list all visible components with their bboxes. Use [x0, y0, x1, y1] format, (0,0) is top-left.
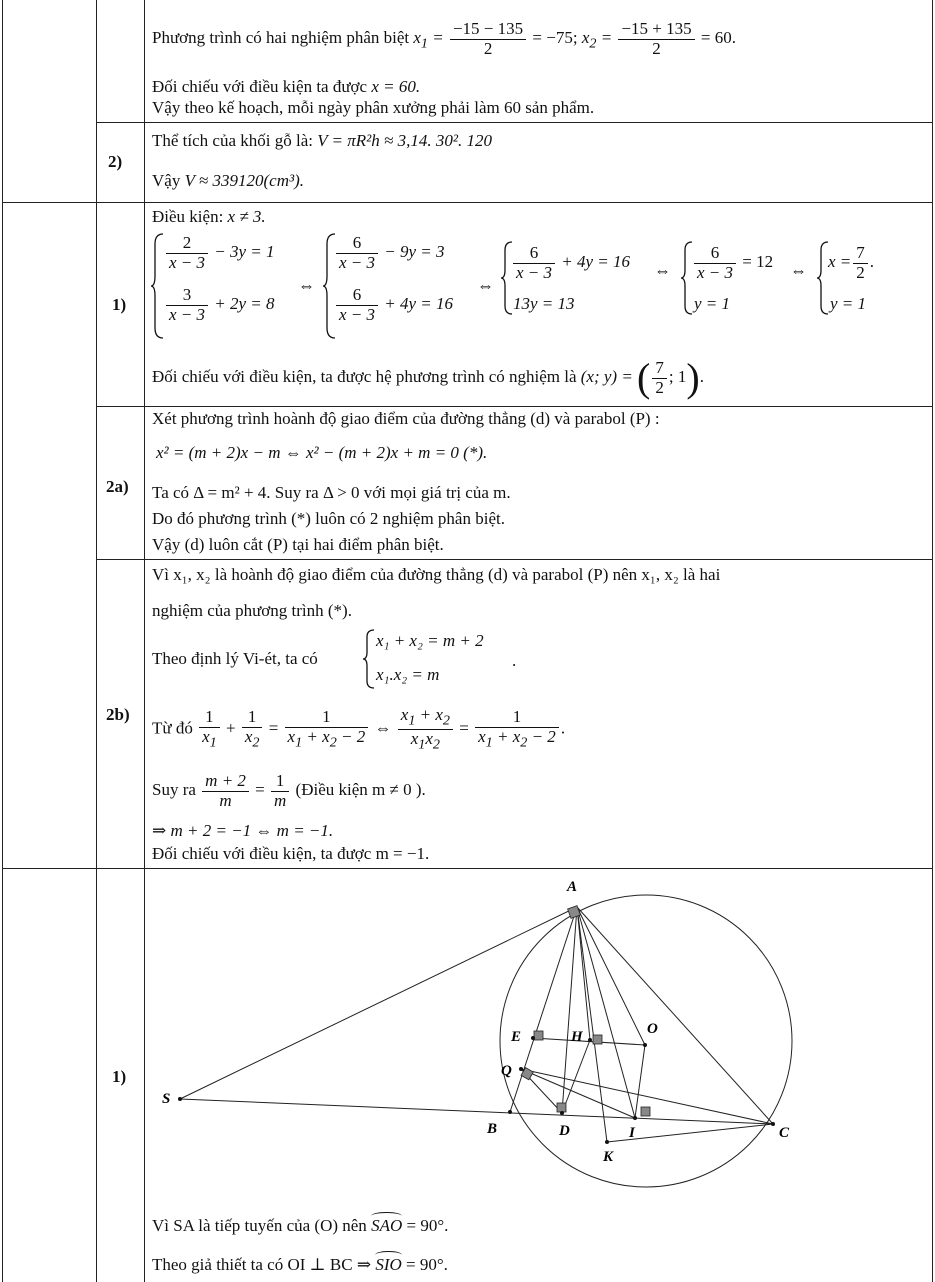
sys2-eq2: $\frac{6}{x - 3}$ + 4y = 16 [334, 286, 453, 324]
row-line-4 [96, 559, 933, 560]
point-label-b: B [487, 1121, 498, 1137]
point-label-q: Q [501, 1063, 512, 1079]
row-line-2 [2, 202, 933, 203]
r4-line2: x² = (m + 2)x − m ⇔ x² − (m + 2)x + m = 0 (*). [156, 443, 488, 462]
sys5-eq2: y = 1 [830, 294, 867, 313]
sys1-eq2: $\frac{3}{x - 3}$ + 2y = 8 [164, 286, 275, 324]
r1-line3: Vậy theo kế hoạch, mỗi ngày phân xưởng phải làm 60 sản phẩm. [152, 98, 595, 117]
point-label-a: A [567, 879, 578, 895]
r3-conclusion: Đối chiếu với điều kiện, ta được hệ phương trình có nghiệm là (x; y) = ( $\frac{7}{2}$ ; 1). [152, 355, 704, 400]
circle-o [500, 895, 792, 1187]
r4-label: 2a) [106, 477, 129, 496]
table-border-right [932, 0, 933, 1282]
r2-line1: Thể tích của khối gỗ là: V = πR²h ≈ 3,14. 30². 120 [152, 131, 492, 150]
right-angle-i [641, 1107, 650, 1116]
r3-condition: Điều kiện: x ≠ 3. [152, 207, 266, 226]
r5-label: 2b) [106, 705, 130, 724]
sys4-eq1: $\frac{6}{x - 3}$ = 12 [692, 244, 773, 282]
vieta-sum: x₁ + x₂ = m + 2 [376, 631, 484, 650]
r4-line1: Xét phương trình hoành độ giao điểm của đường thẳng (d) và parabol (P) : [152, 409, 660, 428]
r5-line1: Vì x₁, x₂ là hoành độ giao điểm của đường thẳng (d) và parabol (P) nên x₁, x₂ là hai [152, 565, 721, 584]
vieta-brace [362, 628, 376, 690]
r4-line3: Ta có Δ = m² + 4. Suy ra Δ > 0 với mọi giá trị của m. [152, 483, 511, 502]
r2-label: 2) [108, 152, 123, 171]
r5-line3: Theo định lý Vi-ét, ta có [152, 649, 318, 668]
point-label-e: E [511, 1029, 522, 1045]
r2-line2: Vậy V ≈ 339120(cm³). [152, 171, 304, 190]
sys1-eq1: $\frac{2}{x - 3}$ − 3y = 1 [164, 234, 275, 272]
equiv-arrow-4: ⇔ [790, 261, 807, 280]
equiv-arrow-2: ⇔ [477, 276, 494, 295]
table-border-left [2, 0, 3, 1282]
r5-line6: ⇒ m + 2 = −1 ⇔ m = −1. [152, 821, 334, 840]
r6-label: 1) [112, 1067, 127, 1086]
r5-line2: nghiệm của phương trình (*). [152, 601, 352, 620]
r5-line4: Từ đó $\frac{1}{x_1}$ + $\frac{1}{x_2}$ = $\frac{1}{x_1 + x_2 - 2}$ ⇔ $\frac{x_1 + x_2}{x_1x_2}$ = $\frac{1}{x_1 + x_2 - 2}$ . [152, 705, 566, 753]
r6-line1: Vì SA là tiếp tuyến của (O) nên SAO = 90°. [152, 1216, 449, 1235]
sys5-eq1: x = $\frac{7}{2}$ . [828, 243, 875, 282]
point-label-c: C [779, 1125, 790, 1141]
x1-fraction: $\frac{-15 - 135}{2}$ [450, 20, 526, 58]
equiv-arrow-3: ⇔ [654, 261, 671, 280]
r1-line1: Phương trình có hai nghiệm phân biệt $x_1$ = $\frac{-15 - 135}{2}$ = −75; $x_2$ = $\frac{-15 + 135}{2}$ = 60. [152, 19, 736, 58]
sys3-eq1: $\frac{6}{x - 3}$ + 4y = 16 [511, 244, 630, 282]
row-line-1 [96, 122, 933, 123]
sys4-eq2: y = 1 [694, 294, 731, 313]
r3-label: 1) [112, 295, 127, 314]
equiv-arrow-1: ⇔ [298, 276, 315, 295]
point-label-h: H [571, 1029, 583, 1045]
geometry-figure [145, 869, 932, 1209]
point-label-o: O [647, 1021, 658, 1037]
r5-line7: Đối chiếu với điều kiện, ta được m = −1. [152, 844, 430, 863]
x2-fraction: $\frac{-15 + 135}{2}$ [618, 20, 694, 58]
right-angle-h [593, 1035, 602, 1044]
r1-line2: Đối chiếu với điều kiện ta được x = 60. [152, 77, 421, 96]
point-label-i: I [629, 1125, 635, 1141]
sys2-eq1: $\frac{6}{x - 3}$ − 9y = 3 [334, 234, 445, 272]
r6-line2: Theo giả thiết ta có OI ⊥ BC ⇒ SIO = 90°. [152, 1255, 448, 1274]
sys3-eq2: 13y = 13 [513, 294, 575, 313]
vieta-period: . [512, 651, 517, 670]
point-label-s: S [162, 1091, 171, 1107]
r4-line4: Do đó phương trình (*) luôn có 2 nghiệm phân biệt. [152, 509, 505, 528]
vieta-product: x₁.x₂ = m [376, 665, 440, 684]
point-label-d: D [559, 1123, 570, 1139]
table-divider-section [96, 0, 97, 1282]
right-angle-d [557, 1103, 566, 1112]
r5-line5: Suy ra $\frac{m + 2}{m}$ = $\frac{1}{m}$ (Điều kiện m ≠ 0 ). [152, 771, 426, 810]
right-angle-e [534, 1031, 543, 1040]
r4-line5: Vậy (d) luôn cắt (P) tại hai điểm phân biệt. [152, 535, 444, 554]
point-label-k: K [603, 1149, 614, 1165]
row-line-3 [96, 406, 933, 407]
